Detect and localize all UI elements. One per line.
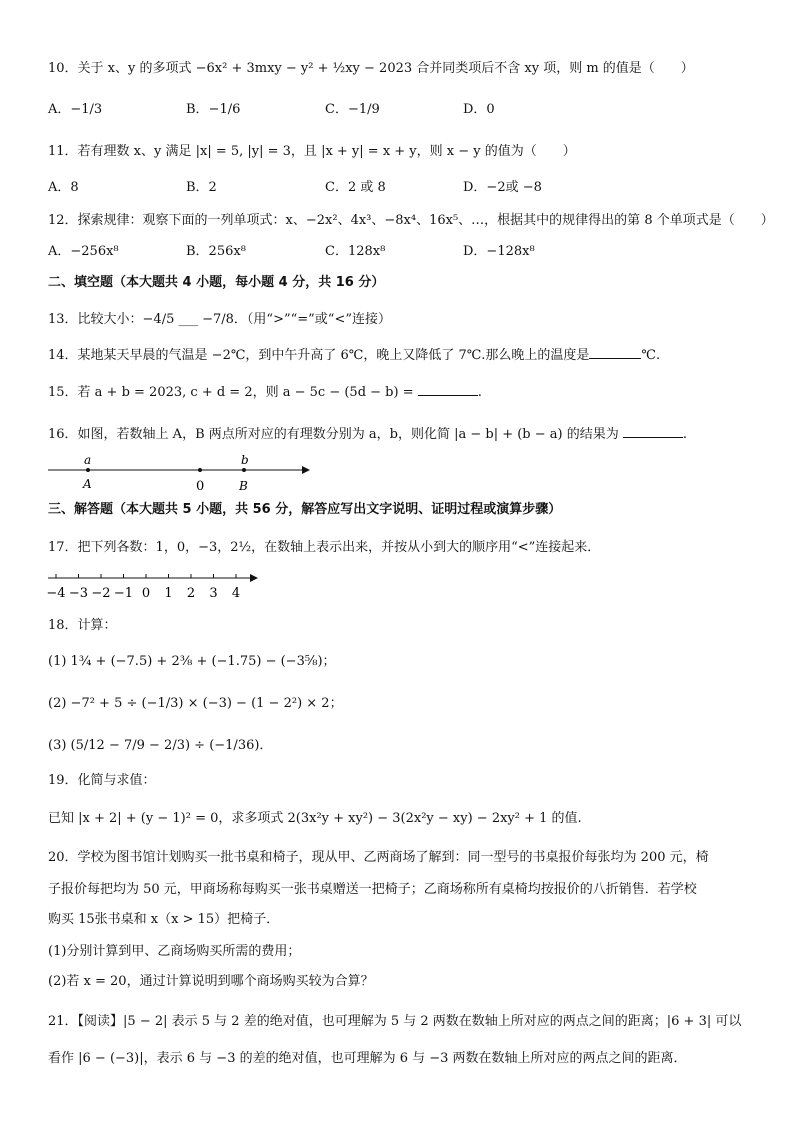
- question-20-line-1: 20．学校为图书馆计划购买一批书桌和椅子，现从甲、乙两商场了解到：同一型号的书桌报价每张均为 200 元，椅: [48, 850, 709, 865]
- question-10-option-b: B．−1/6: [186, 102, 241, 117]
- question-20-part-1: (1)分别计算到甲、乙商场购买所需的费用；: [48, 944, 301, 959]
- question-12-stem: 12．探索规律：观察下面的一列单项式：x、−2x²、4x³、−8x⁴、16x⁵、…，根据其中的规律得出的第 8 个单项式是（ ）: [48, 213, 774, 228]
- question-12-option-c: C．128x⁸: [325, 244, 386, 259]
- answer-blank-15[interactable]: [418, 383, 478, 396]
- question-21-line-2: 看作 |6 − (−3)|，表示 6 与 −3 的差的绝对值，也可理解为 6 与 −3 两数在数轴上所对应的两点之间的距离．: [48, 1051, 687, 1066]
- question-20-part-2: (2)若 x = 20，通过计算说明到哪个商场购买较为合算？: [48, 974, 374, 989]
- axis-tick-label: 1: [164, 586, 173, 601]
- question-15: [48, 383, 482, 402]
- question-16: [48, 425, 687, 444]
- axis-arrow: [250, 574, 258, 582]
- question-14: [48, 346, 660, 365]
- question-13: 13．比较大小：−4/5 ___ −7/8．（用“>”“=”或“<”连接）: [48, 312, 391, 327]
- question-10-option-a: A．−1/3: [48, 102, 103, 117]
- question-16-text: 16．如图，若数轴上 A，B 两点所对应的有理数分别为 a，b，则化简 |a − b| + (b − a) 的结果为: [48, 427, 619, 442]
- question-21-line-1: 21．【阅读】|5 − 2| 表示 5 与 2 差的绝对值，也可理解为 5 与 2 两数在数轴上所对应的两点之间的距离；|6 + 3| 可以: [48, 1014, 742, 1029]
- question-10-stem: 10．关于 x、y 的多项式 −6x² + 3mxy − y² + ½xy − 2023 合并同类项后不含 xy 项，则 m 的值是（ ）: [48, 61, 694, 76]
- answer-blank-16[interactable]: [623, 425, 683, 438]
- question-11-option-a: A．8: [48, 180, 79, 195]
- point-zero: [198, 468, 202, 472]
- label-B: B: [239, 479, 248, 493]
- point-a: [86, 468, 90, 472]
- question-20-line-3: 购买 15张书桌和 x（x > 15）把椅子．: [48, 912, 280, 927]
- axis-tick-label: −1: [113, 586, 134, 601]
- axis-tick-label: 0: [141, 586, 151, 601]
- question-10-option-d: D．0: [463, 102, 495, 117]
- question-12-option-d: D．−128x⁸: [463, 244, 535, 259]
- point-b: [242, 468, 246, 472]
- question-18-title: 18．计算：: [48, 618, 117, 633]
- axis-tick-label: 2: [186, 586, 196, 601]
- question-12-option-a: A．−256x⁸: [48, 244, 119, 259]
- question-18-part-1: (1) 1¾ + (−7.5) + 2⅜ + (−1.75) − (−3⅝)；: [48, 654, 336, 669]
- question-11-option-d: D．−2或 −8: [463, 180, 542, 195]
- section-3-heading: 三、解答题（本大题共 5 小题，共 56 分，解答应写出文字说明、证明过程或演算步骤）: [48, 502, 562, 517]
- axis-tick-label: −3: [68, 586, 89, 601]
- question-18-part-3: (3) (5/12 − 7/9 − 2/3) ÷ (−1/36)．: [48, 738, 273, 753]
- question-15-end: .: [477, 385, 482, 400]
- axis-tick-label: 4: [231, 586, 241, 601]
- number-line-17: [44, 564, 264, 604]
- question-11-option-c: C．2 或 8: [325, 180, 386, 195]
- question-14-text: 14．某地某天早晨的气温是 −2℃，到中午升高了 6℃，晚上又降低了 7℃.那么晚上的温度是: [48, 348, 590, 363]
- number-line-16: [44, 452, 314, 496]
- label-A: A: [83, 477, 92, 491]
- section-2-heading: 二、填空题（本大题共 4 小题，每小题 4 分，共 16 分）: [48, 275, 385, 290]
- answer-blank-14[interactable]: [589, 346, 641, 359]
- question-10-option-c: C．−1/9: [325, 102, 380, 117]
- question-16-end: .: [682, 427, 688, 442]
- label-b: b: [241, 453, 249, 467]
- question-19-title: 19．化简与求值：: [48, 773, 156, 788]
- question-12-option-b: B．256x⁸: [186, 244, 246, 259]
- axis-arrow: [302, 466, 310, 474]
- label-zero: 0: [196, 479, 205, 494]
- question-17: 17．把下列各数：1，0，−3，2½，在数轴上表示出来，并按从小到大的顺序用“<”连接起来．: [48, 540, 601, 555]
- question-20-line-2: 子报价每把均为 50 元，甲商场称每购买一张书桌赠送一把椅子；乙商场称所有桌椅均按报价的八折销售．若学校: [48, 882, 697, 897]
- label-a: a: [84, 453, 92, 467]
- question-14-unit: ℃.: [641, 348, 661, 363]
- axis-tick-label: −4: [46, 586, 66, 601]
- question-19-body: 已知 |x + 2| + (y − 1)² = 0，求多项式 2(3x²y + xy²) − 3(2x²y − xy) − 2xy² + 1 的值.: [48, 811, 582, 826]
- axis-tick-label: −2: [91, 586, 111, 601]
- axis-tick-label: 3: [209, 586, 218, 601]
- question-18-part-2: (2) −7² + 5 ÷ (−1/3) × (−3) − (1 − 2²) × 2；: [48, 696, 343, 711]
- question-11-option-b: B．2: [186, 180, 217, 195]
- question-11-stem: 11．若有理数 x、y 满足 |x| = 5, |y| = 3，且 |x + y| = x + y，则 x − y 的值为（ ）: [48, 144, 576, 159]
- question-15-text: 15．若 a + b = 2023, c + d = 2，则 a − 5c − (5d − b) =: [48, 385, 414, 400]
